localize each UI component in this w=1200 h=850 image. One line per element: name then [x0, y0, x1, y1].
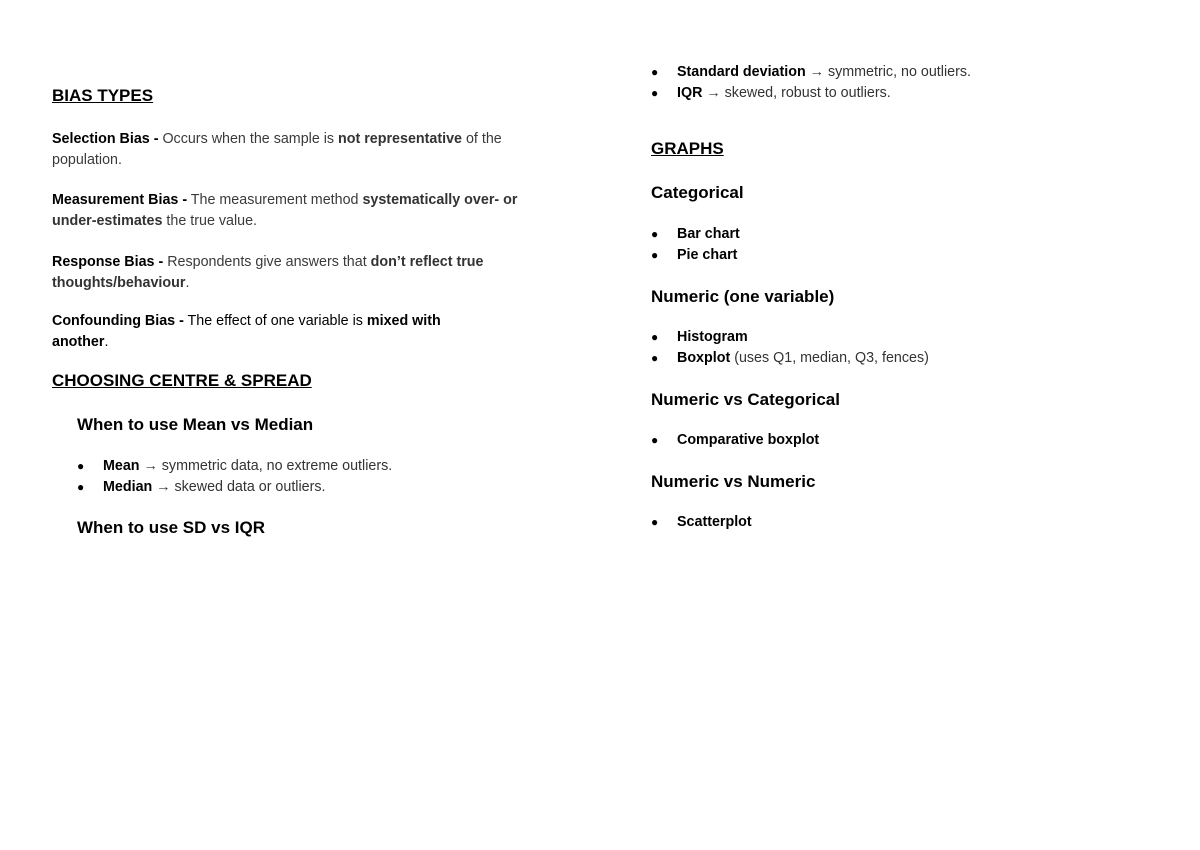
measurement-bias-paragraph [52, 190, 582, 231]
list-item: ● Median → skewed data or outliers. [77, 477, 392, 498]
list-item: ● Boxplot (uses Q1, median, Q3, fences) [651, 348, 929, 369]
list-item: ● Pie chart [651, 245, 740, 266]
numeric-vs-numeric-heading: Numeric vs Numeric [651, 472, 816, 491]
bullet-icon: ● [651, 330, 659, 344]
list-item: ● Standard deviation → symmetric, no outliers. [651, 62, 971, 83]
response-bias-term: Response Bias - [52, 254, 164, 270]
selection-bias-text: Occurs when the sample is [158, 131, 339, 147]
numeric-vs-categorical-list [651, 430, 819, 451]
bias-types-title: BIAS TYPES [52, 86, 154, 105]
bullet-icon: ● [651, 227, 659, 241]
confounding-bias-emphasis: mixed with [366, 313, 441, 329]
list-item: ● Mean → symmetric data, no extreme outliers. [77, 456, 392, 477]
response-bias-emphasis-2: thoughts/behaviour [52, 274, 186, 291]
list-item: ● Bar chart [651, 224, 740, 245]
measurement-bias-term: Measurement Bias - [52, 192, 188, 208]
categorical-list [651, 224, 740, 265]
graphs-title: GRAPHS [651, 139, 724, 158]
measurement-bias-emphasis-2: under-estimates [52, 212, 163, 229]
bullet-icon: ● [651, 515, 659, 529]
measurement-bias-text-end: the true value. [162, 212, 258, 229]
confounding-bias-paragraph [52, 311, 572, 352]
bullet-icon: ● [651, 85, 659, 100]
list-item: ● Comparative boxplot [651, 430, 819, 451]
confounding-bias-text: The effect of one variable is [183, 313, 367, 329]
response-bias-emphasis: don’t reflect true [370, 254, 484, 270]
bullet-icon: ● [651, 350, 659, 365]
response-bias-text: Respondents give answers that [163, 254, 371, 270]
list-item: ● IQR → skewed, robust to outliers. [651, 83, 971, 104]
confounding-bias-text-end: . [104, 333, 109, 350]
selection-bias-text-line2: population. [52, 151, 122, 168]
confounding-bias-emphasis-2: another [52, 333, 105, 350]
mean-median-list [77, 456, 392, 497]
numeric-one-variable-heading: Numeric (one variable) [651, 287, 835, 306]
sd-iqr-list [651, 62, 971, 103]
bullet-icon: ● [77, 459, 85, 473]
response-bias-text-end: . [185, 274, 190, 291]
numeric-vs-categorical-heading: Numeric vs Categorical [651, 390, 840, 409]
selection-bias-emphasis: not representative [338, 131, 462, 147]
measurement-bias-text: The measurement method [187, 192, 363, 208]
response-bias-paragraph [52, 252, 572, 293]
bullet-icon: ● [651, 433, 659, 447]
list-item: ● Scatterplot [651, 512, 752, 533]
measurement-bias-emphasis: systematically over- or [362, 192, 518, 208]
mean-median-heading: When to use Mean vs Median [77, 415, 314, 434]
list-item: ● Histogram [651, 327, 929, 348]
bullet-icon: ● [651, 65, 659, 79]
bullet-icon: ● [651, 247, 659, 262]
choosing-centre-spread-title: CHOOSING CENTRE & SPREAD [52, 371, 312, 390]
confounding-bias-term: Confounding Bias - [52, 313, 184, 329]
selection-bias-term: Selection Bias - [52, 131, 159, 147]
sd-iqr-heading: When to use SD vs IQR [77, 518, 265, 537]
bullet-icon: ● [77, 479, 85, 494]
selection-bias-paragraph [52, 129, 572, 170]
selection-bias-text-end: of the [462, 131, 502, 147]
categorical-heading: Categorical [651, 183, 744, 202]
numeric-vs-numeric-list [651, 512, 752, 533]
numeric-one-variable-list [651, 327, 929, 368]
